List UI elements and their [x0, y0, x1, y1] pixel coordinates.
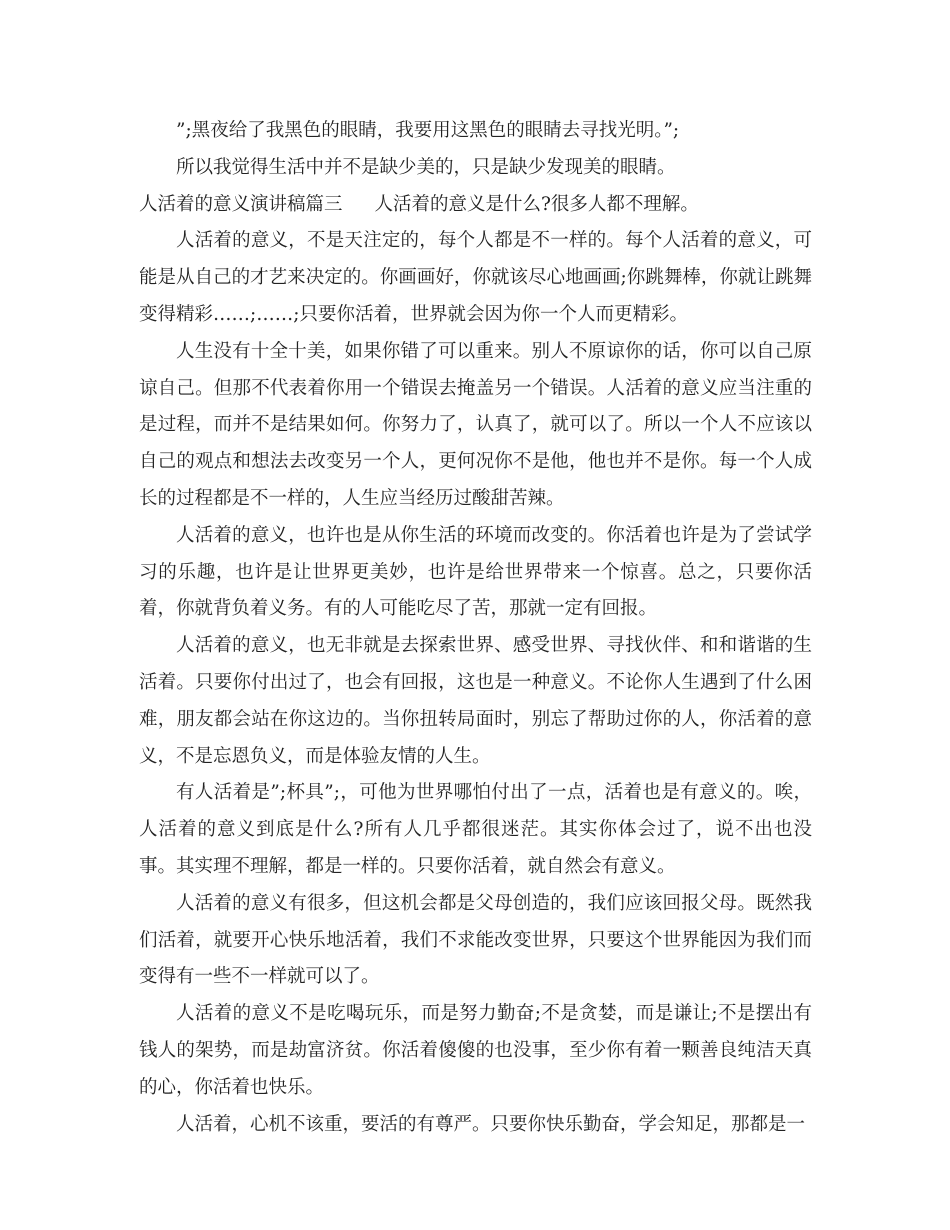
document-body — [139, 113, 812, 1143]
paragraph: 所以我觉得生活中并不是缺少美的，只是缺少发现美的眼睛。 — [176, 156, 676, 178]
paragraph: 人生没有十全十美，如果你错了可以重来。别人不原谅你的话，你可以自己原谅自己。但那不代表着你用一个错误去掩盖另一个错误。人活着的意义应当注重的是过程，而并不是结果如何。你努力了，认真了，就可以了。所以一个人不应该以自己的观点和想法去改变另一个人，更何况你不是他，他也并不是你。每一个人成长的过程都是不一样的，人生应当经历过酸甜苦辣。 — [139, 340, 812, 509]
paragraph: 人活着，心机不该重，要活的有尊严。只要你快乐勤奋，学会知足，那都是一 — [176, 1113, 806, 1135]
paragraph: ”;黑夜给了我黑色的眼睛，我要用这黑色的眼睛去寻找光明。”; — [176, 120, 680, 141]
section-lead: 人活着的意义是什么?很多人都不理解。 — [374, 193, 699, 215]
paragraph: 人活着的意义，也无非就是去探索世界、感受世界、寻找伙伴、和和谐谐的生活着。只要你付出过了，也会有回报，这也是一种意义。不论你人生遇到了什么困难，朋友都会站在你这边的。当你扭转局面时，别忘了帮助过你的人，你活着的意义，不是忘恩负义，而是体验友情的人生。 — [139, 635, 812, 767]
paragraph: 有人活着是”;杯具”;，可他为世界哪怕付出了一点，活着也是有意义的。唉，人活着的意义到底是什么?所有人几乎都很迷茫。其实你体会过了，说不出也没事。其实理不理解，都是一样的。只要你活着，就自然会有意义。 — [139, 782, 812, 877]
paragraph: 人活着的意义有很多，但这机会都是父母创造的，我们应该回报父母。既然我们活着，就要开心快乐地活着，我们不求能改变世界，只要这个世界能因为我们而变得有一些不一样就可以了。 — [139, 892, 812, 988]
paragraph: 人活着的意义不是吃喝玩乐，而是努力勤奋;不是贪婪，而是谦让;不是摆出有钱人的架势，而是劫富济贫。你活着傻傻的也没事，至少你有着一颗善良纯洁天真的心，你活着也快乐。 — [139, 1003, 812, 1098]
paragraph: 人活着的意义，也许也是从你生活的环境而改变的。你活着也许是为了尝试学习的乐趣，也许是让世界更美妙，也许是给世界带来一个惊喜。总之，只要你活着，你就背负着义务。有的人可能吃尽了苦，那就一定有回报。 — [139, 524, 812, 620]
paragraph: 人活着的意义，不是天注定的，每个人都是不一样的。每个人活着的意义，可能是从自己的才艺来决定的。你画画好，你就该尽心地画画;你跳舞棒，你就让跳舞变得精彩……;……;只要你活着，世界就会因为你一个人而更精彩。 — [139, 230, 812, 325]
section-heading-line — [139, 187, 812, 224]
section-title: 人活着的意义演讲稿篇三 — [139, 193, 343, 215]
